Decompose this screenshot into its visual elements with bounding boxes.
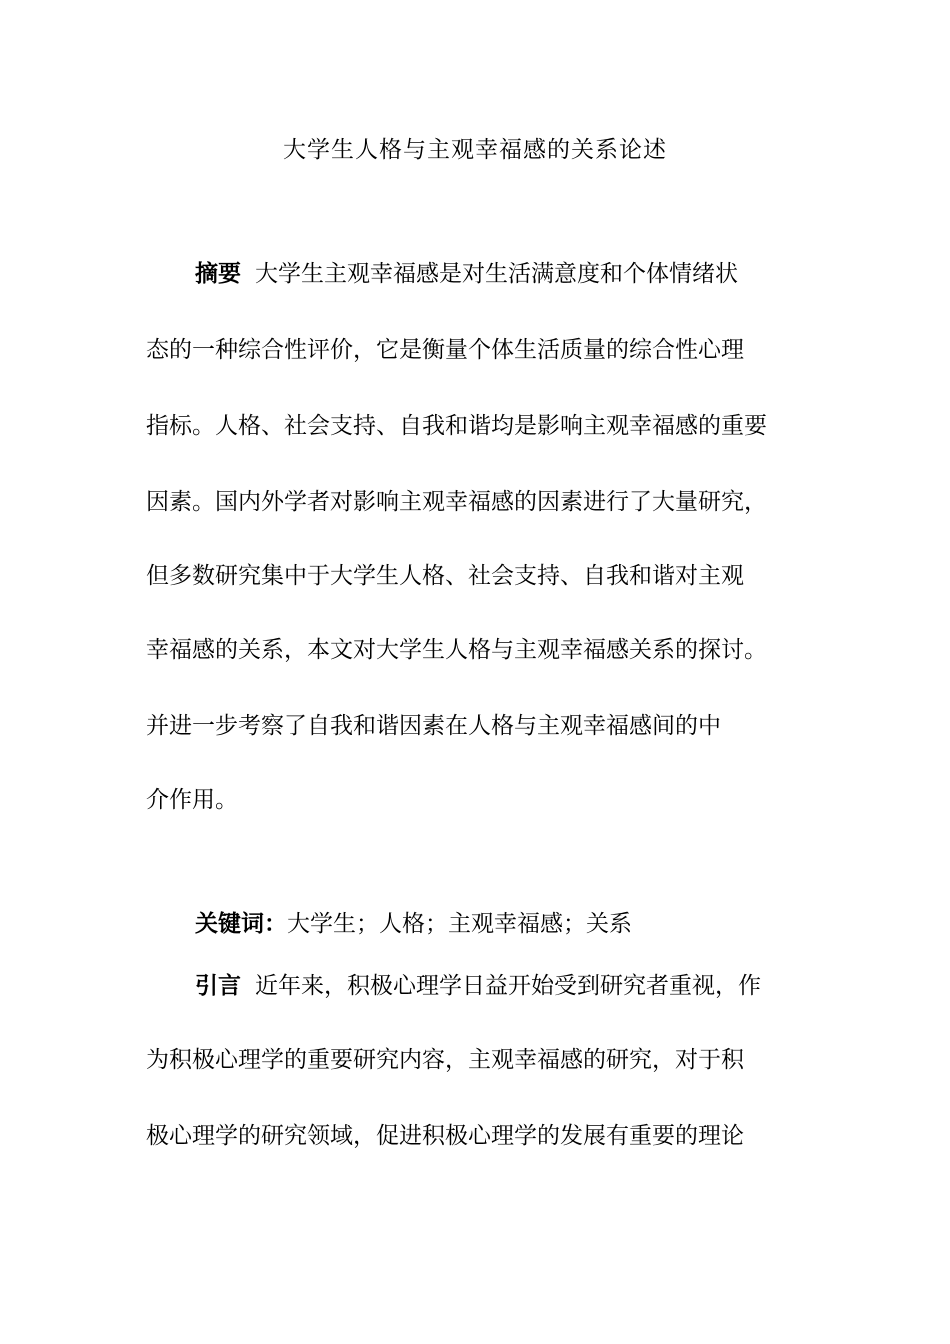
abstract-line-6: 幸福感的关系，本文对大学生人格与主观幸福感关系的探讨。 [146,637,767,663]
introduction-heading: 引言 [195,973,241,999]
introduction-text-1: 近年来，积极心理学日益开始受到研究者重视，作 [255,973,761,999]
abstract-line-3: 指标。人格、社会支持、自我和谐均是影响主观幸福感的重要 [146,413,767,439]
introduction-line-1 [195,970,761,1002]
abstract-line-2: 态的一种综合性评价，它是衡量个体生活质量的综合性心理 [146,337,744,363]
abstract-line-8: 介作用。 [146,787,238,813]
abstract-heading: 摘要 [195,261,241,287]
abstract-text-1: 大学生主观幸福感是对生活满意度和个体情绪状 [255,261,738,287]
keywords-heading: 关键词： [195,911,287,937]
abstract-line-1 [195,258,738,290]
keywords-text: 大学生；人格；主观幸福感；关系 [287,911,632,937]
introduction-line-3: 极心理学的研究领域，促进积极心理学的发展有重要的理论 [146,1123,744,1149]
introduction-line-2: 为积极心理学的重要研究内容，主观幸福感的研究，对于积 [146,1047,744,1073]
abstract-line-7: 并进一步考察了自我和谐因素在人格与主观幸福感间的中 [146,713,721,739]
keywords-line [195,908,632,940]
document-title: 大学生人格与主观幸福感的关系论述 [283,137,667,163]
abstract-line-5: 但多数研究集中于大学生人格、社会支持、自我和谐对主观 [146,563,744,589]
abstract-line-4: 因素。国内外学者对影响主观幸福感的因素进行了大量研究， [146,489,767,515]
